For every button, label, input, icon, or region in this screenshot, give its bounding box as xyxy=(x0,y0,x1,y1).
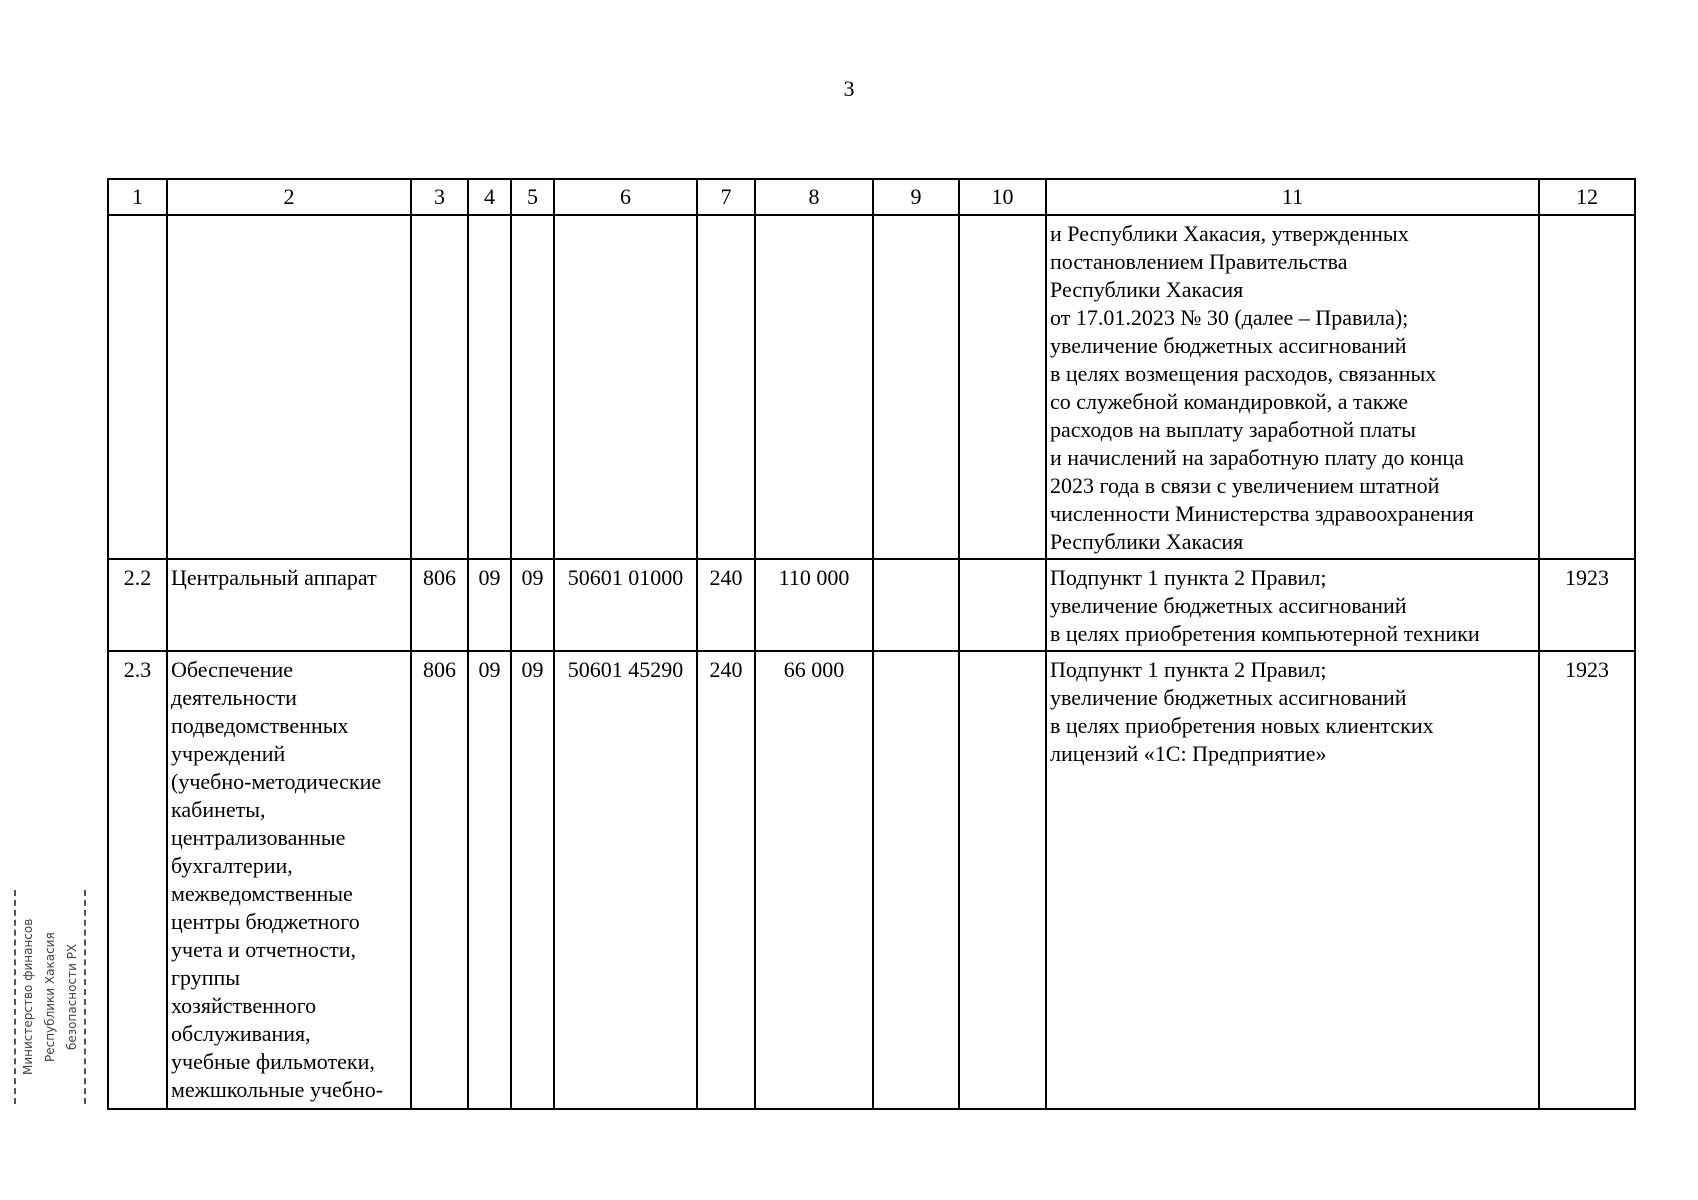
cell-expense-type: 240 xyxy=(697,651,755,1109)
header-col-9: 9 xyxy=(873,179,959,215)
cell-name: Центральный аппарат xyxy=(167,559,411,651)
cell-target-article xyxy=(554,215,697,559)
header-col-6: 6 xyxy=(554,179,697,215)
header-col-3: 3 xyxy=(411,179,468,215)
cell-amount: 66 000 xyxy=(755,651,873,1109)
cell-col-10 xyxy=(959,651,1046,1109)
header-col-4: 4 xyxy=(468,179,511,215)
cell-col-10 xyxy=(959,559,1046,651)
header-col-8: 8 xyxy=(755,179,873,215)
table-header-row xyxy=(108,179,1635,215)
cell-code xyxy=(411,215,468,559)
stamp-line: Министерство финансов xyxy=(21,918,35,1076)
cell-col-9 xyxy=(873,559,959,651)
stamp-line: безопасности РХ xyxy=(65,943,79,1051)
header-col-5: 5 xyxy=(511,179,554,215)
cell-basis: и Республики Хакасия, утвержденных постановлением Правительства Республики Хакасия от 17.01.2023 № 30 (далее – Правила); увеличение бюджетных ассигнований в целях возмещения расходов, связанных со служебной командировкой, а также расходов на выплату заработной платы и начислений на заработную плату до конца 2023 года в связи с увеличением штатной численности Министерства здравоохранения Республики Хакасия xyxy=(1046,215,1539,559)
header-col-12: 12 xyxy=(1539,179,1635,215)
stamp-line: Республики Хакасия xyxy=(43,932,57,1062)
cell-section xyxy=(468,215,511,559)
header-col-11: 11 xyxy=(1046,179,1539,215)
cell-col-12 xyxy=(1539,215,1635,559)
cell-name xyxy=(167,215,411,559)
cell-expense-type xyxy=(697,215,755,559)
cell-subsection: 09 xyxy=(511,651,554,1109)
page-number: 3 xyxy=(843,76,855,101)
header-col-1: 1 xyxy=(108,179,167,215)
cell-col-9 xyxy=(873,651,959,1109)
cell-col-9 xyxy=(873,215,959,559)
cell-name: Обеспечение деятельности подведомственных учреждений (учебно-методические кабинеты, централизованные бухгалтерии, межведомственные центры бюджетного учета и отчетности, группы хозяйственного обслуживания, учебные фильмотеки, межшкольные учебно- xyxy=(167,651,411,1109)
cell-col-10 xyxy=(959,215,1046,559)
cell-basis: Подпункт 1 пункта 2 Правил; увеличение бюджетных ассигнований в целях приобретения новых клиентских лицензий «1С: Предприятие» xyxy=(1046,651,1539,1109)
cell-section: 09 xyxy=(468,651,511,1109)
table-row xyxy=(108,559,1635,651)
cell-amount xyxy=(755,215,873,559)
header-col-7: 7 xyxy=(697,179,755,215)
cell-expense-type: 240 xyxy=(697,559,755,651)
table-row xyxy=(108,651,1635,1109)
cell-target-article: 50601 45290 xyxy=(554,651,697,1109)
header-col-2: 2 xyxy=(167,179,411,215)
cell-subsection: 09 xyxy=(511,559,554,651)
cell-target-article: 50601 01000 xyxy=(554,559,697,651)
cell-amount: 110 000 xyxy=(755,559,873,651)
cell-code: 806 xyxy=(411,559,468,651)
cell-number: 2.2 xyxy=(108,559,167,651)
cell-section: 09 xyxy=(468,559,511,651)
cell-number: 2.3 xyxy=(108,651,167,1109)
table-row xyxy=(108,215,1635,559)
header-col-10: 10 xyxy=(959,179,1046,215)
cell-col-12: 1923 xyxy=(1539,651,1635,1109)
cell-code: 806 xyxy=(411,651,468,1109)
cell-basis: Подпункт 1 пункта 2 Правил; увеличение бюджетных ассигнований в целях приобретения компьютерной техники xyxy=(1046,559,1539,651)
registration-stamp xyxy=(14,890,86,1104)
budget-table xyxy=(107,178,1636,1110)
cell-number xyxy=(108,215,167,559)
cell-subsection xyxy=(511,215,554,559)
cell-col-12: 1923 xyxy=(1539,559,1635,651)
